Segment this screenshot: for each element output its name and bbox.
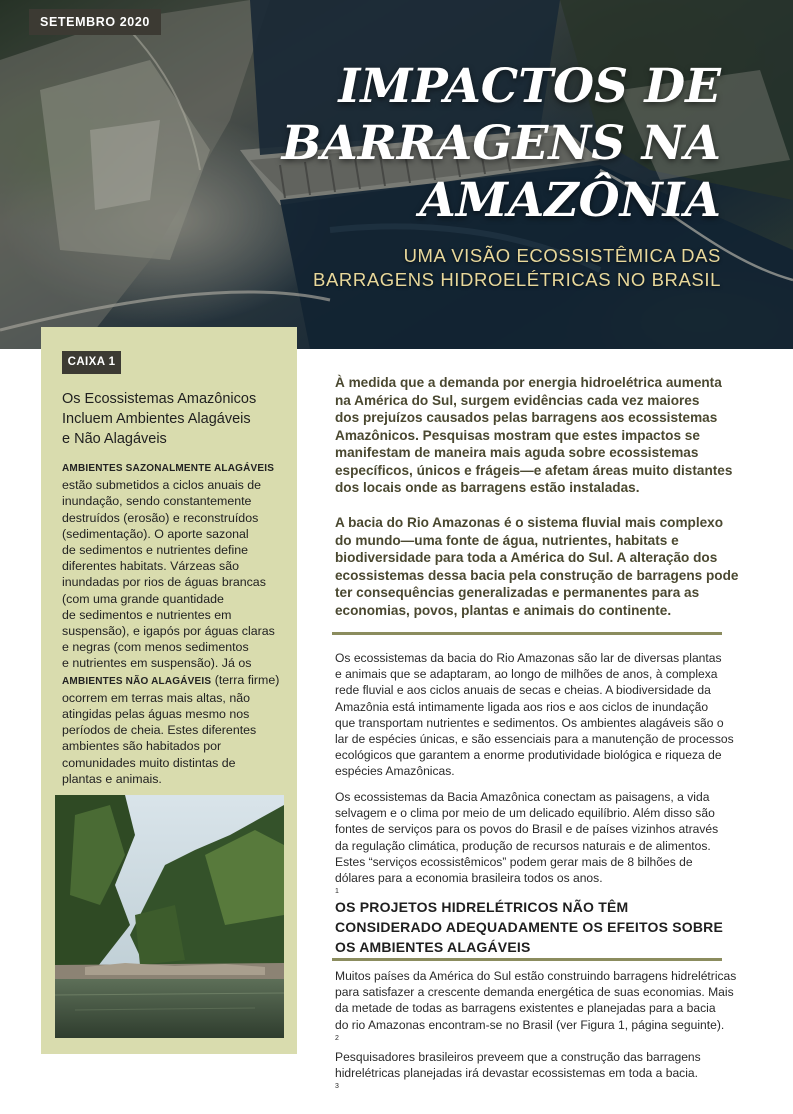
- lead-line: ecossistemas dessa bacia pela construção de barragens pode: [335, 567, 739, 583]
- page-title: [281, 58, 721, 229]
- body-line: Pesquisadores brasileiros preveem que a construção das barragens: [335, 1050, 701, 1065]
- body-line: rede fluvial e aos ciclos anuais de secas e cheias. A biodiversidade da: [335, 683, 711, 698]
- date-badge: SETEMBRO 2020: [29, 9, 161, 35]
- heading-line: CONSIDERADO ADEQUADAMENTE OS EFEITOS SOBRE: [335, 919, 723, 935]
- lead-line: ter consequências generalizadas e permanentes para as: [335, 585, 700, 600]
- body-line: ecológicos que garantem a enorme produtividade biológica e riqueza de: [335, 748, 722, 763]
- box-text-line: inundadas por rios de águas brancas: [62, 575, 266, 590]
- body-line: que transportam nutrientes e sedimentos. Os ambientes alagáveis são o: [335, 715, 724, 730]
- body-line: lar de espécies únicas, e são essenciais para a manutenção de processos: [335, 732, 734, 747]
- body-text-fragment: do rio Amazonas encontram-se no Brasil (ver Figura 1, página seguinte).: [335, 1017, 725, 1032]
- lead-line: Amazônicos. Pesquisas mostram que estes impactos se: [335, 427, 700, 443]
- lead-paragraph: [335, 374, 733, 497]
- box-text-line: de sedimentos e nutrientes define: [62, 543, 248, 558]
- body-line: fontes de serviços para os povos do Brasil e de países vizinhos através: [335, 822, 719, 837]
- box-text-line: e nutrientes em suspensão). Já os: [62, 656, 252, 671]
- subtitle-line: BARRAGENS HIDROELÉTRICAS NO BRASIL: [313, 269, 721, 290]
- lead-line: dos locais onde as barragens estão instaladas.: [335, 480, 640, 495]
- box-text-line: diferentes habitats. Várzeas são: [62, 559, 240, 574]
- lead-line: biodiversidade para toda a América do Sul. A alteração dos: [335, 550, 718, 565]
- box-text-line: estão submetidos a ciclos anuais de: [62, 478, 262, 493]
- heading-line: OS AMBIENTES ALAGÁVEIS: [335, 939, 531, 955]
- page-subtitle: [281, 244, 721, 292]
- body-line: selvagem e o clima por meio de um delicado equilíbrio. Além disso são: [335, 806, 715, 821]
- box-text-line: ambientes são habitados por: [62, 739, 222, 754]
- lead-line: na América do Sul, surgem evidências cada vez maiores: [335, 392, 700, 408]
- lead-line: A bacia do Rio Amazonas é o sistema fluvial mais complexo: [335, 515, 724, 530]
- body-line: Amazônia está intimamente ligada aos rios e aos ciclos de inundação: [335, 699, 709, 714]
- box-text-line: destruídos (erosão) e reconstruídos: [62, 510, 259, 525]
- lead-paragraph-2: [335, 514, 739, 619]
- box-title: [62, 389, 287, 449]
- body-paragraph-2: [335, 789, 727, 902]
- box-text-line: plantas e animais.: [62, 771, 162, 786]
- hero-banner: [0, 0, 793, 349]
- body-line: e animais que se adaptaram, ao longo de milhões de anos, à complexa: [335, 667, 718, 682]
- box-text-line: atingidas pelas águas mesmo nos: [62, 707, 250, 722]
- box-caps-inline: AMBIENTES NÃO ALAGÁVEIS: [62, 675, 212, 687]
- box-text-line: (com uma grande quantidade: [62, 591, 224, 606]
- footnote-ref[interactable]: 3: [335, 1083, 339, 1091]
- box-body-text: [62, 461, 292, 787]
- box-title-line: e Não Alagáveis: [62, 431, 167, 447]
- heading-line: OS PROJETOS HIDRELÉTRICOS NÃO TÊM: [335, 899, 629, 915]
- box-text-line: de sedimentos e nutrientes em: [62, 607, 232, 622]
- sidebar-box: [41, 327, 297, 1054]
- lead-line: específicos, únicos e frágeis—e afetam áreas muito distantes: [335, 462, 733, 478]
- body-line: da regulação climática, produção de recursos naturais e de alimentos.: [335, 838, 711, 853]
- body-line: da metade de todas as barragens existentes e planejadas para a bacia: [335, 1001, 716, 1016]
- box-caps-heading: AMBIENTES SAZONALMENTE ALAGÁVEIS: [62, 463, 275, 474]
- footnote-ref[interactable]: 2: [335, 1034, 339, 1042]
- body-line: para satisfazer a crescente demanda energética de suas economias. Mais: [335, 985, 734, 1000]
- box-text-line: (sedimentação). O aporte sazonal: [62, 526, 249, 541]
- divider: [332, 632, 722, 635]
- body-paragraph: [335, 650, 734, 780]
- box-text-line: suspensão), e igapós por águas claras: [62, 624, 275, 639]
- body-line: Estes “serviços ecossistêmicos” podem gerar mais de 8 bilhões de: [335, 854, 693, 869]
- lead-line: economias, povos, plantas e animais do continente.: [335, 602, 672, 618]
- body-text-fragment: hidrelétricas planejadas irá devastar ecossistemas em toda a bacia.: [335, 1066, 699, 1081]
- box-text-line: comunidades muito distintas de: [62, 755, 236, 770]
- box-title-line: Incluem Ambientes Alagáveis: [62, 411, 251, 427]
- section-heading: [335, 897, 727, 957]
- lead-line: do mundo—uma fonte de água, nutrientes, habitats e: [335, 532, 679, 548]
- body-line: Muitos países da América do Sul estão construindo barragens hidrelétricas: [335, 969, 737, 983]
- box-text-line: períodos de cheia. Estes diferentes: [62, 723, 257, 738]
- lead-line: dos prejuízos causados pelas barragens aos ecossistemas: [335, 410, 718, 425]
- box-text-line: [62, 672, 292, 690]
- box-title-line: Os Ecossistemas Amazônicos: [62, 391, 257, 407]
- title-line: IMPACTOS DE: [338, 59, 721, 114]
- body-line: espécies Amazônicas.: [335, 764, 455, 779]
- lead-line: manifestam de maneira mais aguda sobre ecossistemas: [335, 445, 699, 460]
- title-line: AMAZÔNIA: [419, 173, 721, 228]
- body-line: [335, 1017, 727, 1049]
- body-paragraph-3: [335, 968, 737, 1098]
- body-line: Os ecossistemas da bacia do Rio Amazonas são lar de diversas plantas: [335, 651, 722, 665]
- body-text-fragment: dólares para a economia brasileira todos os anos.: [335, 871, 603, 886]
- box-text-line: e negras (com menos sedimentos: [62, 640, 249, 655]
- title-line: BARRAGENS NA: [281, 116, 721, 171]
- body-line: [335, 1065, 727, 1097]
- box-text-fragment: (terra firme): [211, 672, 280, 687]
- box-text-line: ocorrem em terras mais altas, não: [62, 690, 250, 705]
- box-badge: CAIXA 1: [62, 351, 121, 374]
- subtitle-line: UMA VISÃO ECOSSISTÊMICA DAS: [403, 245, 721, 266]
- river-photo: [55, 795, 284, 1038]
- footnote-ref[interactable]: 1: [335, 888, 339, 896]
- lead-line: À medida que a demanda por energia hidroelétrica aumenta: [335, 375, 722, 390]
- divider: [332, 958, 722, 961]
- body-line: Os ecossistemas da Bacia Amazônica conectam as paisagens, a vida: [335, 790, 710, 804]
- box-text-line: inundação, sendo constantemente: [62, 494, 252, 509]
